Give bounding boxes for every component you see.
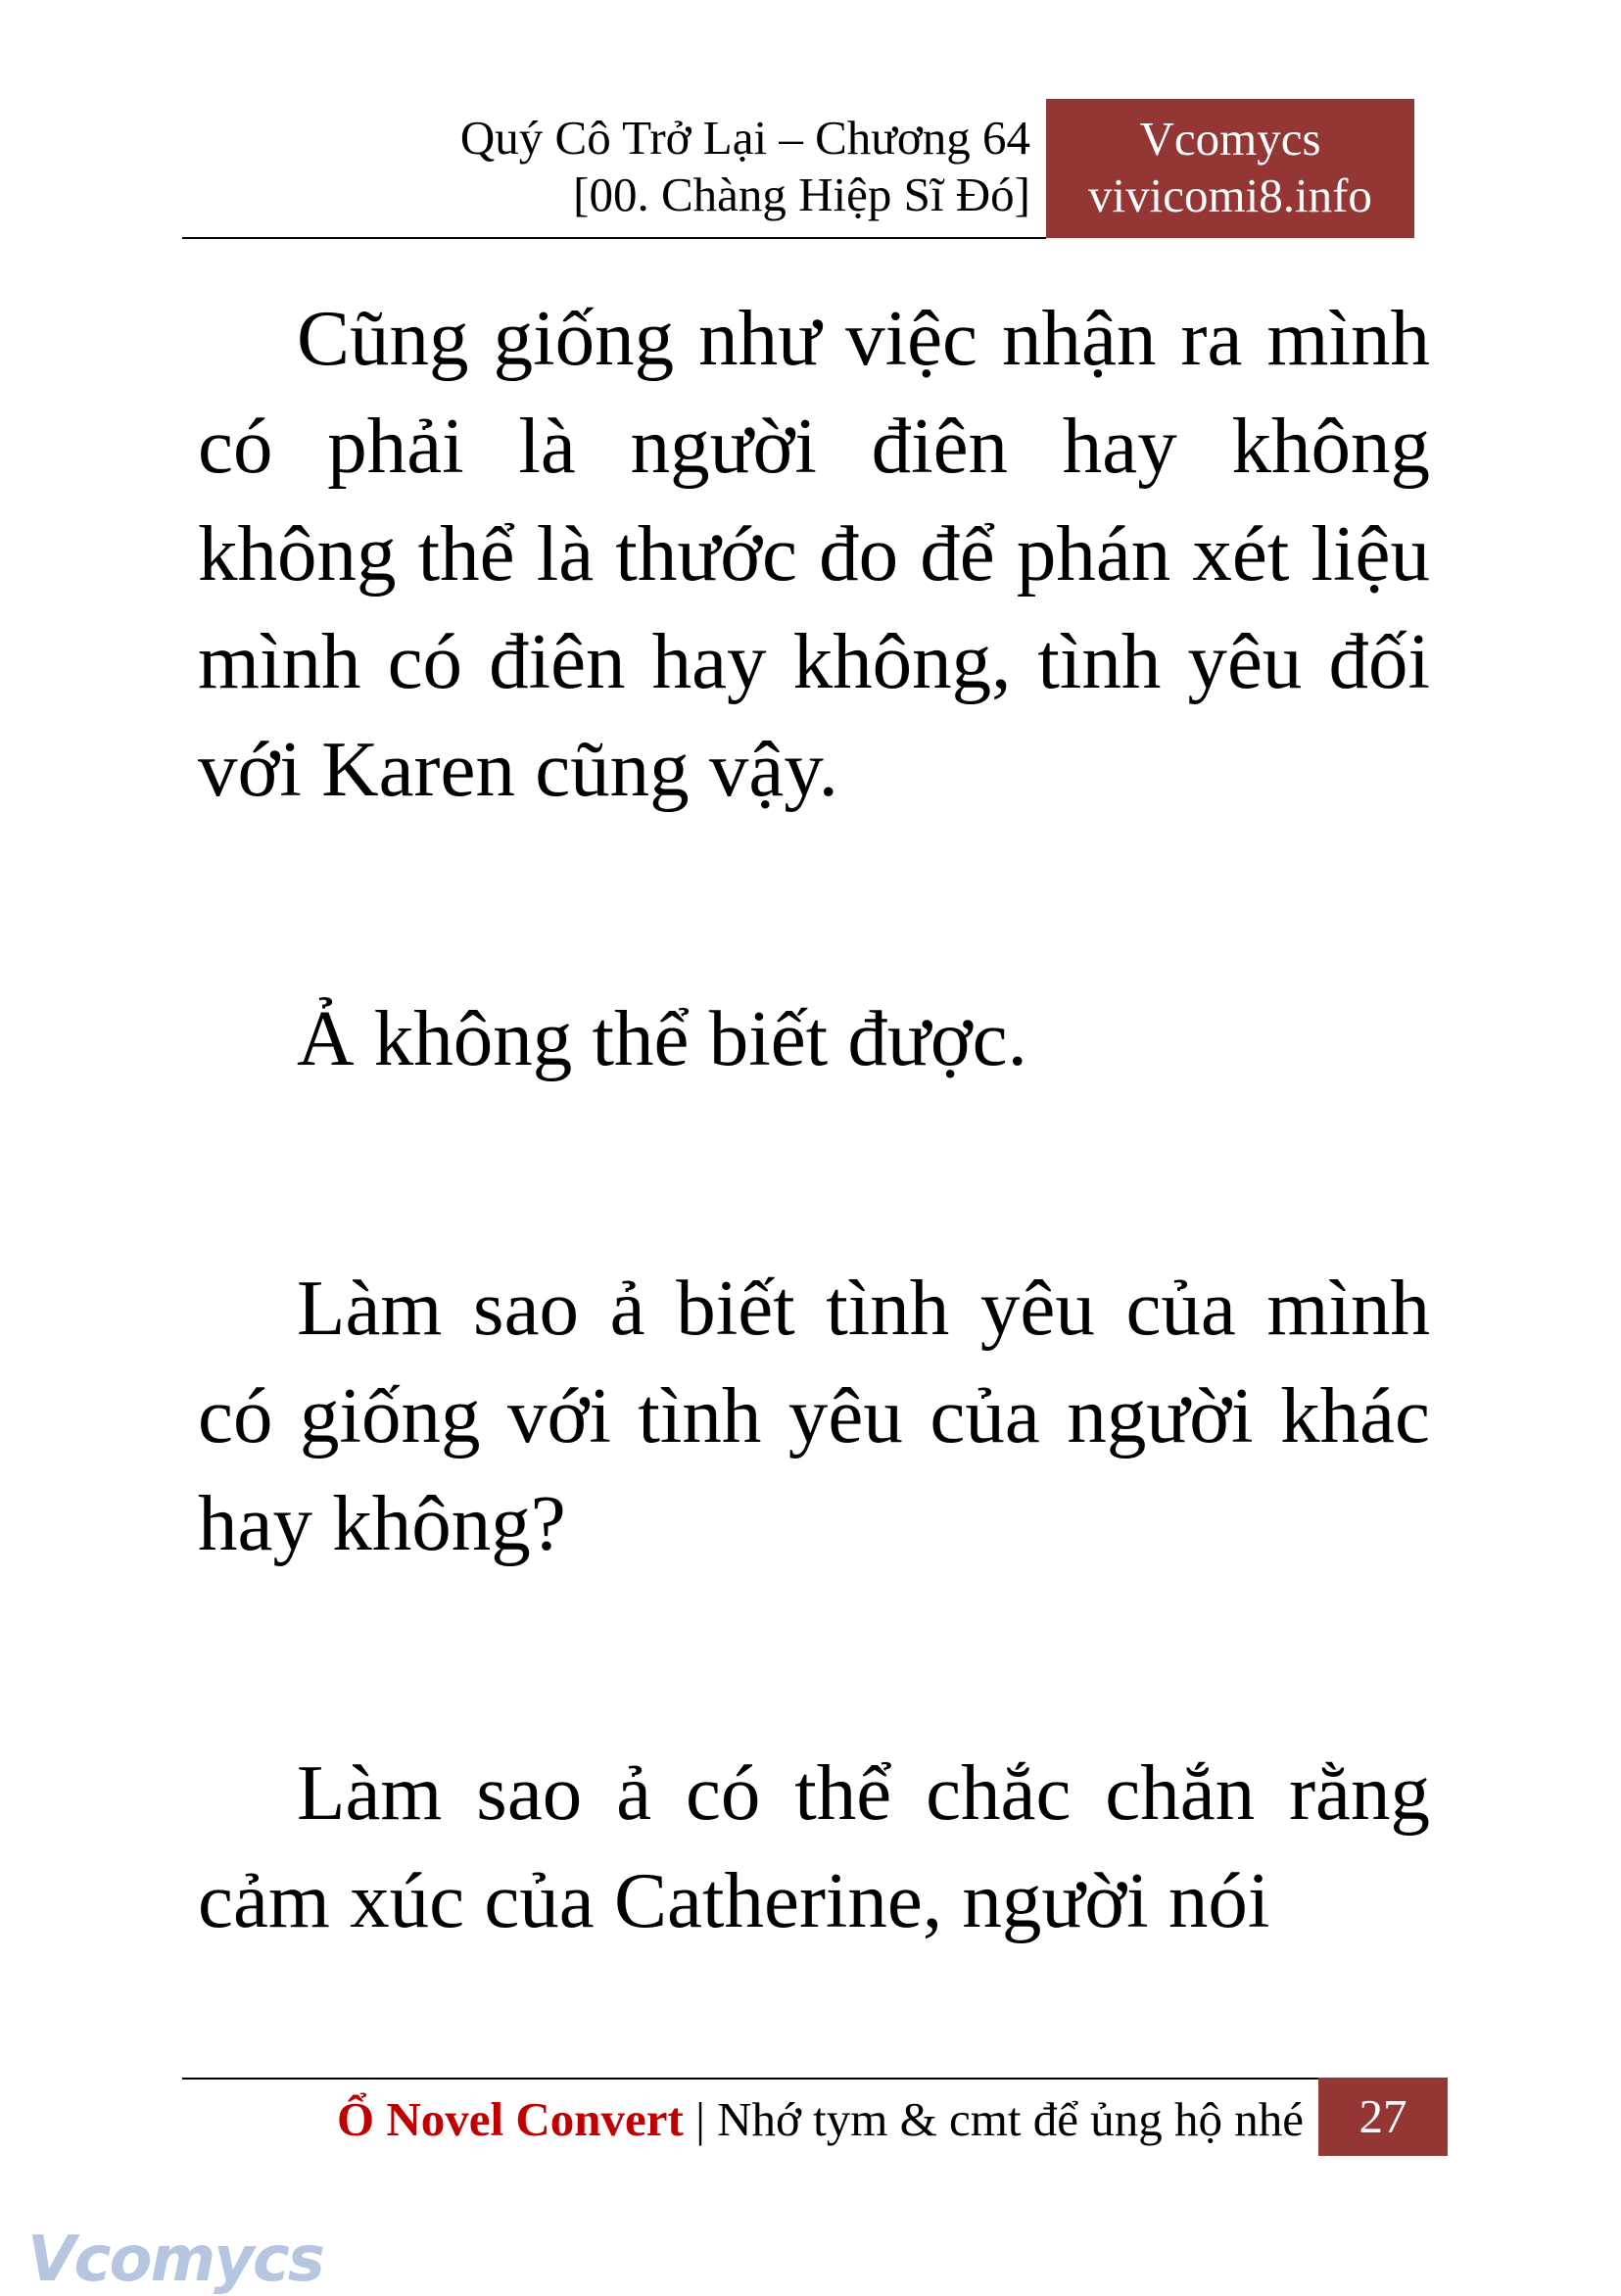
footer-separator: | <box>695 2092 705 2146</box>
page-number: 27 <box>1318 2078 1448 2156</box>
watermark-logo: Vcomycs <box>27 2224 323 2296</box>
page-body <box>198 284 1430 1954</box>
chapter-subtitle: [00. Chàng Hiệp Sĩ Đó] <box>573 167 1030 221</box>
footer-brand: Ổ Novel Convert <box>336 2092 684 2146</box>
site-badge <box>1046 99 1414 238</box>
footer-message: Nhớ tym & cmt để ủng hộ nhé <box>717 2092 1304 2146</box>
paragraph: Ả không thể biết được. <box>297 994 1027 1082</box>
site-url: vivicomi8.info <box>1088 168 1372 222</box>
site-name: Vcomycs <box>1139 112 1321 166</box>
paragraph: Làm sao ả biết tình yêu của mình có giống với tình yêu của người khác hay không? <box>198 1264 1430 1567</box>
paragraph: Cũng giống như việc nhận ra mình có phải là người điên hay không không thể là thước đo để phán xét liệu mình có điên hay không, tình yêu đối với Karen cũng vậy. <box>198 294 1430 813</box>
header-title <box>460 110 1030 223</box>
footer-text <box>337 2090 1304 2149</box>
header-divider <box>182 237 1046 239</box>
paragraph: Làm sao ả có thể chắc chắn rằng cảm xúc của Catherine, người nói <box>198 1748 1430 1944</box>
footer-divider <box>182 2078 1318 2080</box>
chapter-title: Quý Cô Trở Lại – Chương 64 <box>459 111 1030 165</box>
